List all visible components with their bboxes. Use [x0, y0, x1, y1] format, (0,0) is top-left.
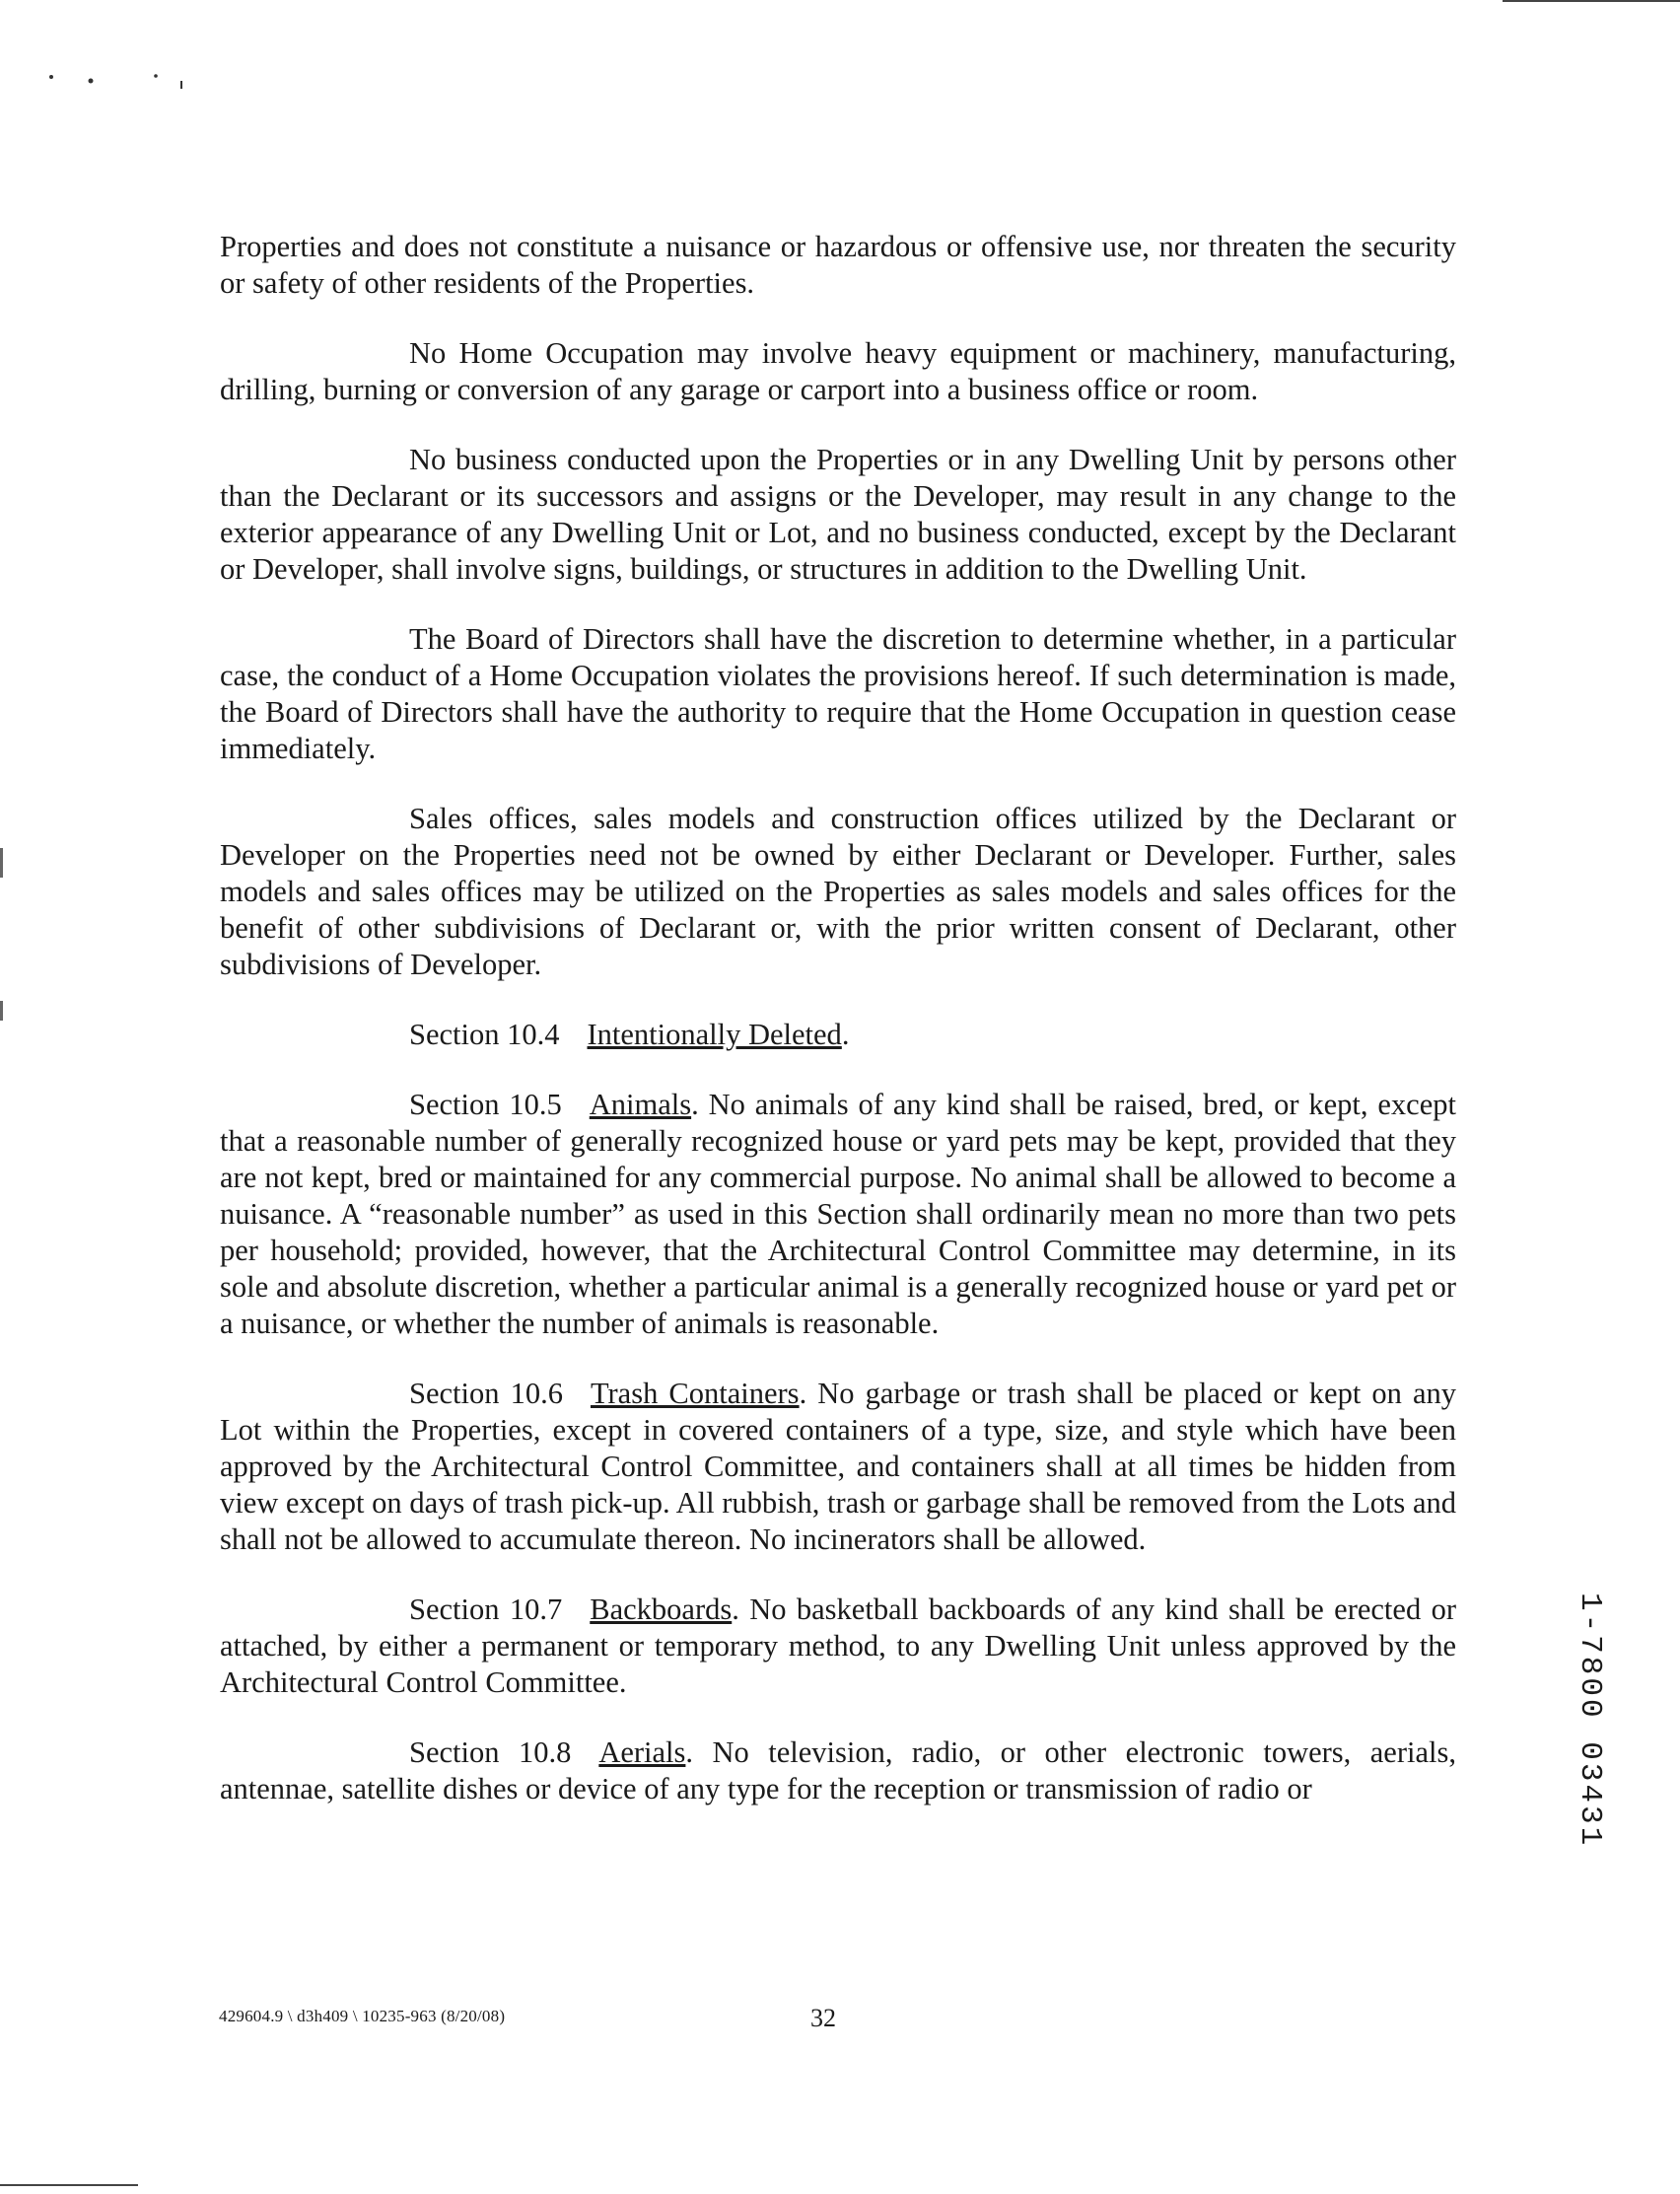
section-heading: Intentionally Deleted	[587, 1018, 842, 1051]
scan-edge-mark	[0, 1001, 3, 1021]
scan-edge-line	[0, 2184, 138, 2186]
scan-edge-mark	[0, 848, 3, 878]
page-number: 32	[810, 2004, 836, 2032]
paragraph-sales-offices: Sales offices, sales models and construction offices utilized by the Declarant or Developer on the Properties need not be owned by either Declarant or Developer. Further, sales models and sales offices may be utilized on the Properties as sales models and sales offices for the benefit of other subdivisions of Declarant or, with the prior written consent of Declarant, other subdivisions of Developer.	[220, 802, 1456, 981]
section-text: . No garbage or trash shall be placed or kept on any Lot within the Properties, except in covered containers of a type, size, and style which have been approved by the Architectural Control Committee, and containers shall at all times be hidden from view except on days of trash pick-up. All rubbish, trash or garbage shall be removed from the Lots and shall not be allowed to accumulate thereon. No incinerators shall be allowed.	[220, 1377, 1456, 1556]
paragraph-home-occupation-restrictions: No Home Occupation may involve heavy equipment or machinery, manufacturing, drilling, burning or conversion of any garage or carport into a business office or room.	[220, 336, 1456, 406]
scan-edge-line	[1503, 0, 1680, 2]
section-heading: Animals	[589, 1088, 692, 1121]
section-10-6	[220, 1376, 1456, 1558]
footer-document-id: 429604.9 \ d3h409 \ 10235-963 (8/20/08)	[219, 2007, 506, 2025]
section-number: Section 10.8	[409, 1735, 572, 1769]
section-10-7	[220, 1592, 1456, 1701]
section-text: . No basketball backboards of any kind shall be erected or attached, by either a permanent or temporary method, to any Dwelling Unit unless approved by the Architectural Control Committee.	[220, 1592, 1456, 1699]
section-number: Section 10.4	[409, 1018, 560, 1051]
section-text: . No animals of any kind shall be raised, bred, or kept, except that a reasonable number of generally recognized house or yard pets may be kept, provided that they are not kept, bred or maintained for any commercial purpose. No animal shall be allowed to become a nuisance. A “reasonable number” as used in this Section shall ordinarily mean no more than two pets per household; provided, however, that the Architectural Control Committee may determine, in its sole and absolute discretion, whether a particular animal is a generally recognized house or yard pet or a nuisance, or whether the number of animals is reasonable.	[220, 1088, 1456, 1340]
section-10-5	[220, 1087, 1456, 1342]
section-heading: Aerials	[598, 1735, 686, 1769]
paragraph-business-appearance: No business conducted upon the Properties or in any Dwelling Unit by persons other than the Declarant or its successors and assigns or the Developer, may result in any change to the exterior appearance of any Dwelling Unit or Lot, and no business conducted, except by the Declarant or Developer, shall involve signs, buildings, or structures in addition to the Dwelling Unit.	[220, 443, 1456, 586]
section-number: Section 10.7	[409, 1592, 563, 1626]
paragraph-board-discretion: The Board of Directors shall have the discretion to determine whether, in a particular case, the conduct of a Home Occupation violates the provisions hereof. If such determination is made, the Board of Directors shall have the authority to require that the Home Occupation in question cease immediately.	[220, 622, 1456, 765]
section-heading: Backboards	[590, 1592, 733, 1626]
recording-stamp: 1-7800 03431	[1573, 1592, 1607, 1849]
section-text: . No television, radio, or other electronic towers, aerials, antennae, satellite dishes or device of any type for the reception or transmission of radio or	[220, 1735, 1456, 1805]
section-10-4	[220, 1017, 1456, 1053]
section-number: Section 10.5	[409, 1088, 562, 1121]
paragraph-continuation: Properties and does not constitute a nuisance or hazardous or offensive use, nor threaten the security or safety of other residents of the Properties.	[220, 230, 1456, 300]
document-body	[220, 229, 1456, 1841]
section-number: Section 10.6	[409, 1377, 563, 1410]
section-heading: Trash Containers	[590, 1377, 800, 1410]
scan-specks	[39, 59, 197, 99]
section-10-8	[220, 1734, 1456, 1807]
section-text: .	[841, 1018, 850, 1051]
